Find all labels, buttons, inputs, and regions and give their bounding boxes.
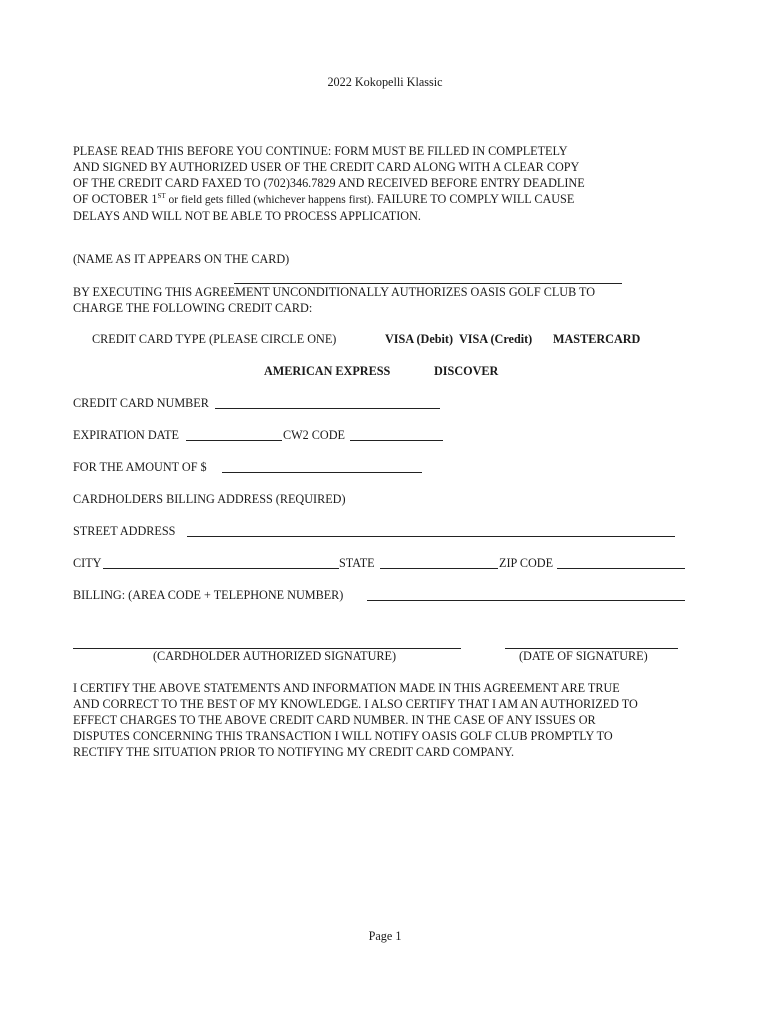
card-option-visa-debit[interactable]: VISA (Debit) [385,332,454,346]
expiration-line[interactable] [186,440,282,441]
document-title: 2022 Kokopelli Klassic [327,75,443,89]
certification-line: EFFECT CHARGES TO THE ABOVE CREDIT CARD NUMBER. IN THE CASE OF ANY ISSUES OR [73,713,596,727]
expiration-label: EXPIRATION DATE [73,428,179,442]
street-address-line[interactable] [187,536,675,537]
zip-label: ZIP CODE [499,556,554,570]
authorization-line: BY EXECUTING THIS AGREEMENT UNCONDITIONALLY AUTHORIZES OASIS GOLF CLUB TO [73,285,596,299]
notice-line [73,191,693,208]
name-on-card-label: (NAME AS IT APPEARS ON THE CARD) [73,252,290,266]
authorization-line: CHARGE THE FOLLOWING CREDIT CARD: [73,301,313,315]
state-line[interactable] [380,568,498,569]
notice-line: PLEASE READ THIS BEFORE YOU CONTINUE: FORM MUST BE FILLED IN COMPLETELY [73,144,568,158]
cvv-line[interactable] [350,440,443,441]
card-option-visa-credit[interactable]: VISA (Credit) [459,332,533,346]
notice-warning: FAILURE TO COMPLY WILL CAUSE [373,192,575,206]
amount-line[interactable] [222,472,422,473]
card-type-label: CREDIT CARD TYPE (PLEASE CIRCLE ONE) [92,332,337,346]
zip-line[interactable] [557,568,685,569]
amount-label: FOR THE AMOUNT OF $ [73,460,207,474]
billing-phone-label: BILLING: (AREA CODE + TELEPHONE NUMBER) [73,588,344,602]
card-option-american-express[interactable]: AMERICAN EXPRESS [264,364,391,378]
card-option-discover[interactable]: DISCOVER [434,364,499,378]
certification-line: AND CORRECT TO THE BEST OF MY KNOWLEDGE. I ALSO CERTIFY THAT I AM AN AUTHORIZED TO [73,697,638,711]
state-label: STATE [339,556,375,570]
cvv-label: CW2 CODE [283,428,345,442]
deadline-note: or field gets filled (whichever happens first). [165,194,374,206]
notice-paragraph [73,143,693,224]
signature-date-label: (DATE OF SIGNATURE) [519,649,648,663]
card-option-mastercard[interactable]: MASTERCARD [553,332,641,346]
billing-address-heading: CARDHOLDERS BILLING ADDRESS (REQUIRED) [73,492,346,506]
city-line[interactable] [103,568,339,569]
notice-line: AND SIGNED BY AUTHORIZED USER OF THE CREDIT CARD ALONG WITH A CLEAR COPY [73,160,580,174]
notice-line: DELAYS AND WILL NOT BE ABLE TO PROCESS APPLICATION. [73,209,421,223]
certification-paragraph [73,680,693,760]
card-number-line[interactable] [215,408,440,409]
deadline-text: OF OCTOBER 1 [73,192,158,206]
page-number: Page 1 [368,929,402,943]
card-number-label: CREDIT CARD NUMBER [73,396,209,410]
certification-line: RECTIFY THE SITUATION PRIOR TO NOTIFYING MY CREDIT CARD COMPANY. [73,745,515,759]
certification-line: DISPUTES CONCERNING THIS TRANSACTION I WILL NOTIFY OASIS GOLF CLUB PROMPTLY TO [73,729,613,743]
street-address-label: STREET ADDRESS [73,524,176,538]
notice-line: OF THE CREDIT CARD FAXED TO (702)346.7829 AND RECEIVED BEFORE ENTRY DEADLINE [73,176,585,190]
certification-line: I CERTIFY THE ABOVE STATEMENTS AND INFORMATION MADE IN THIS AGREEMENT ARE TRUE [73,681,620,695]
deadline-superscript: ST [157,192,166,200]
authorization-paragraph [73,284,693,316]
billing-phone-line[interactable] [367,600,685,601]
cardholder-signature-label: (CARDHOLDER AUTHORIZED SIGNATURE) [153,649,397,663]
city-label: CITY [73,556,102,570]
